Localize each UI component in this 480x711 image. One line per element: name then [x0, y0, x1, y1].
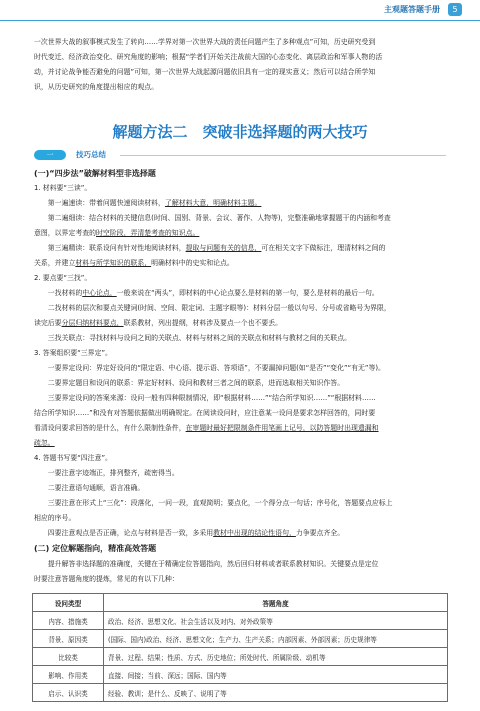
skills-summary-bar — [34, 150, 446, 160]
section-title: 解题方法二 突破非选择题的两大技巧 — [112, 123, 368, 141]
def3-line1: 三要界定设问的答案来源：设问一般有四种限制情况，即“根据材料……”“结合所学知识……”“根据材料…… — [47, 394, 376, 402]
table-row — [33, 648, 448, 666]
intro-line-2: 时代变迁、经济政治变化、研究角度的影响；根据“学者们开始关注战前大国的心态变化、离层政治和军事人物的活 — [34, 53, 383, 61]
table-cell-type: 影响、作用类 — [33, 666, 104, 684]
skills-label: 技巧总结 — [76, 150, 106, 159]
def3-line2: 结合所学知识……”和没有对答题依据做出明确规定。在阅读设问时，应注意某一设问是要求怎样回答的，同时要 — [34, 409, 376, 417]
note2: 二要注意语句通顺，语言准确。 — [47, 484, 145, 492]
find1: 一找材料的中心论点，一般来说在“两头”，即材料的中心论点要么是材料的第一句，要么是材料的最后一句。 — [47, 289, 379, 297]
find2-line1: 二找材料的层次和要点关键词(时间、空间、限定词、主题字眼等)：材料分层一般以句号、分号或省略号为界限， — [47, 304, 391, 312]
table-header-row — [33, 594, 448, 612]
part1-title: (一)“四步法”破解材料型非选择题 — [34, 169, 156, 178]
find3: 三找关联点：寻找材料与设问之间的关联点、材料与材料之间的关联点和材料与教材之间的关联点。 — [47, 334, 351, 342]
table-cell-type: 启示、认识类 — [33, 684, 104, 702]
header-title: 主观题答题手册 — [384, 5, 440, 14]
table-row — [33, 612, 448, 630]
skills-badge: 一 — [34, 150, 66, 160]
table-cell-type: 背景、原因类 — [33, 630, 104, 648]
intro-line-3: 动，并讨论战争能否避免的问题”可知，第一次世界大战起源问题依旧具有一定的现实意义；然后可以结合所学知 — [34, 68, 376, 76]
part2-title: (二) 定位解题指向，精准高效答题 — [34, 544, 157, 553]
table-cell-type: 比较类 — [33, 648, 104, 666]
step3-title: 3. 答案组织要“三界定”。 — [34, 349, 112, 357]
table-cell-angle: 经验、教训；是什么、反映了、说明了等 — [104, 684, 448, 702]
note3-line1: 三要注意在形式上“三化”：段落化，一问一段，直观简明；要点化，一个得分点一句话；序号化，答题要点应标上 — [47, 499, 393, 507]
note3-line2: 相应的序号。 — [34, 514, 76, 522]
def2: 二要界定题目和设问的联系：界定好材料、设问和教材三者之间的联系，进而选取相关知识作答。 — [47, 379, 345, 387]
def1: 一要界定设问：界定好设问的“限定语、中心语、提示语、答项语”，不要漏掉问题(如“是否”“变化”“有无”等)。 — [47, 364, 385, 372]
def3-line3: 看清设问要求回答的是什么，有什么限制性条件，在审题时最好把限制条件用笔画上记号，以防答题时出现遗漏和 — [34, 424, 379, 432]
read3-line2: 关系，并建立材料与所学知识的联系，明确材料中的史实和论点。 — [34, 259, 234, 267]
table-row — [33, 666, 448, 684]
divider-line — [120, 155, 446, 156]
intro-line-1: 一次世界大战的叙事模式发生了转向……学界对第一次世界大战的责任问题产生了多种观点”可知，历史研究受到 — [34, 38, 376, 46]
note1: 一要注意字迹端正，排列整齐，疏密得当。 — [47, 469, 179, 477]
note4: 四要注意观点是否正确，论点与材料是否一致，多采用教材中出现的结论性语句，力争要点齐全。 — [47, 529, 345, 537]
def3-line4: 疏忽。 — [34, 439, 55, 447]
read2-line2: 意图，以界定考查的时空阶段，弄清楚考查的知识点。 — [34, 229, 200, 237]
read2-line1: 第二遍细读：结合材料的关键信息(时间、国别、背景、会议、著作、人物等)，完整准确地掌握题干的内涵和考查 — [47, 214, 391, 222]
intro-line-4: 识，从历史研究的角度提出相应的观点。 — [34, 83, 159, 91]
table-cell-angle: 政治、经济、思想文化、社会生活以及对内、对外政策等 — [104, 612, 448, 630]
table-cell-angle: 背景、过程、结果；性质、方式、历史地位；所处时代、所属阶级、动机等 — [104, 648, 448, 666]
table-cell-angle: 直接、间接；当前、深远；国际、国内等 — [104, 666, 448, 684]
table-header-angle: 答题角度 — [104, 594, 448, 612]
step2-title: 2. 要点要“三找”。 — [34, 274, 92, 282]
answer-angle-table — [32, 593, 448, 702]
step4-title: 4. 答题书写要“四注意”。 — [34, 454, 112, 462]
table-header-type: 设问类型 — [33, 594, 104, 612]
table-row — [33, 684, 448, 702]
page-number: 5 — [448, 3, 462, 16]
table-cell-angle: (国际、国内)政治、经济、思想文化；生产力、生产关系；内部因素、外部因素；历史规律等 — [104, 630, 448, 648]
table-cell-type: 内容、措施类 — [33, 612, 104, 630]
step1-title: 1. 材料要“三读”。 — [34, 184, 92, 192]
read3-line1: 第三遍精读：联系设问有针对性地阅读材料，提取与问题有关的信息，可在相关文字下做标注，理清材料之间的 — [47, 244, 386, 252]
read1: 第一遍速读：带着问题快速阅读材料，了解材料大意，明确材料主题。 — [47, 199, 262, 207]
running-header — [0, 0, 480, 21]
part2-intro-line1: 提升解答非选择题的准确度，关键在于精确定位答题指向，然后回归材料或者联系教材知识。关键要点是定位 — [47, 560, 379, 568]
find2-line2: 读完后要分层归纳材料要点，联系教材，列出提纲，材料涉及要点一个也不要丢。 — [34, 319, 283, 327]
table-row — [33, 630, 448, 648]
part2-intro-line2: 时要注意答题角度的提炼，常见的有以下几种： — [34, 575, 179, 583]
